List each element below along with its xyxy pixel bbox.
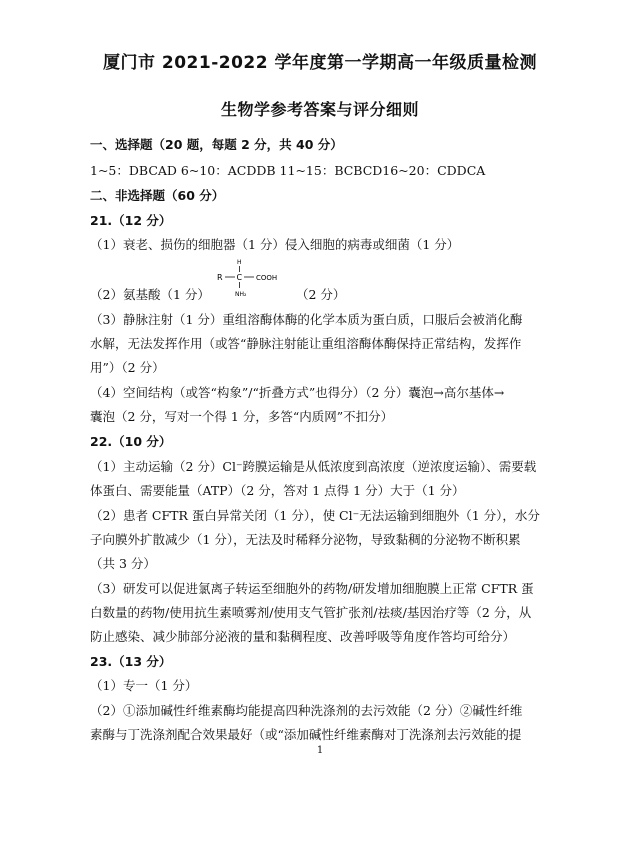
- answer-line: （1）专一（1 分）: [90, 678, 198, 693]
- answer-line: 囊泡（2 分，写对一个得 1 分，多答“内质网”不扣分）: [90, 409, 394, 424]
- answer-line: 防止感染、减少肺部分泌液的量和黏稠程度、改善呼吸等角度作答均可给分）: [90, 629, 516, 644]
- answer-line: （2）患者 CFTR 蛋白异常关闭（1 分），使 Cl⁻无法运输到细胞外（1 分），水分: [90, 508, 540, 523]
- question-heading: 21.（12 分）: [90, 213, 172, 228]
- answer-line: （2）氨基酸（1 分）: [90, 287, 210, 302]
- formula-cooh: COOH: [256, 274, 278, 282]
- answer-line: （1）衰老、损伤的细胞器（1 分）侵入细胞的病毒或细菌（1 分）: [90, 237, 460, 252]
- answer-line: （1）主动运输（2 分）Cl⁻跨膜运输是从低浓度到高浓度（逆浓度运输）、需要载: [90, 459, 537, 474]
- answer-line: （2）①添加碱性纤维素酶均能提高四种洗涤剂的去污效能（2 分）②碱性纤维: [90, 703, 523, 718]
- formula-c: C: [236, 273, 243, 282]
- answer-score: （2 分）: [296, 287, 346, 302]
- answer-line: 白数量的药物/使用抗生素喷雾剂/使用支气管扩张剂/祛痰/基因治疗等（2 分，从: [90, 605, 532, 620]
- section-heading: 一、选择题（20 题，每题 2 分，共 40 分）: [90, 137, 343, 152]
- answer-line: 体蛋白、需要能量（ATP）（2 分，答对 1 点得 1 分）大于（1 分）: [90, 483, 465, 498]
- answer-line: （3）静脉注射（1 分）重组溶酶体酶的化学本质为蛋白质，口服后会被消化酶: [90, 312, 523, 327]
- answer-line: （3）研发可以促进氯离子转运至细胞外的药物/研发增加细胞膜上正常 CFTR 蛋: [90, 581, 534, 596]
- answer-line: （4）空间结构（或答“构象”/“折叠方式”也得分）（2 分）囊泡→高尔基体→: [90, 385, 505, 400]
- answer-line: 用”）（2 分）: [90, 360, 165, 375]
- answer-line: 1~5：DBCAD 6~10：ACDDB 11~15：BCBCD16~20：CDDCA: [90, 163, 486, 178]
- formula-nh2: NH₂: [235, 291, 247, 298]
- page-number: 1: [316, 745, 324, 756]
- answer-line: 水解，无法发挥作用（或答“静脉注射能让重组溶酶体酶保持正常结构，发挥作: [90, 336, 522, 351]
- section-heading: 二、非选择题（60 分）: [90, 188, 225, 203]
- amino-acid-structural-formula: [216, 258, 290, 298]
- question-heading: 23.（13 分）: [90, 654, 172, 669]
- formula-r: R: [217, 273, 223, 282]
- document-title: 厦门市 2021-2022 学年度第一学期高一年级质量检测: [102, 53, 538, 73]
- formula-h: H: [237, 259, 242, 266]
- answer-line: （共 3 分）: [90, 556, 156, 571]
- answer-line: 子向膜外扩散减少（1 分），无法及时稀释分泌物，导致黏稠的分泌物不断积累: [90, 532, 521, 547]
- question-heading: 22.（10 分）: [90, 434, 172, 449]
- document-subtitle: 生物学参考答案与评分细则: [220, 100, 419, 119]
- answer-line: 素酶与丁洗涤剂配合效果最好（或“添加碱性纤维素酶对丁洗涤剂去污效能的提: [90, 727, 522, 742]
